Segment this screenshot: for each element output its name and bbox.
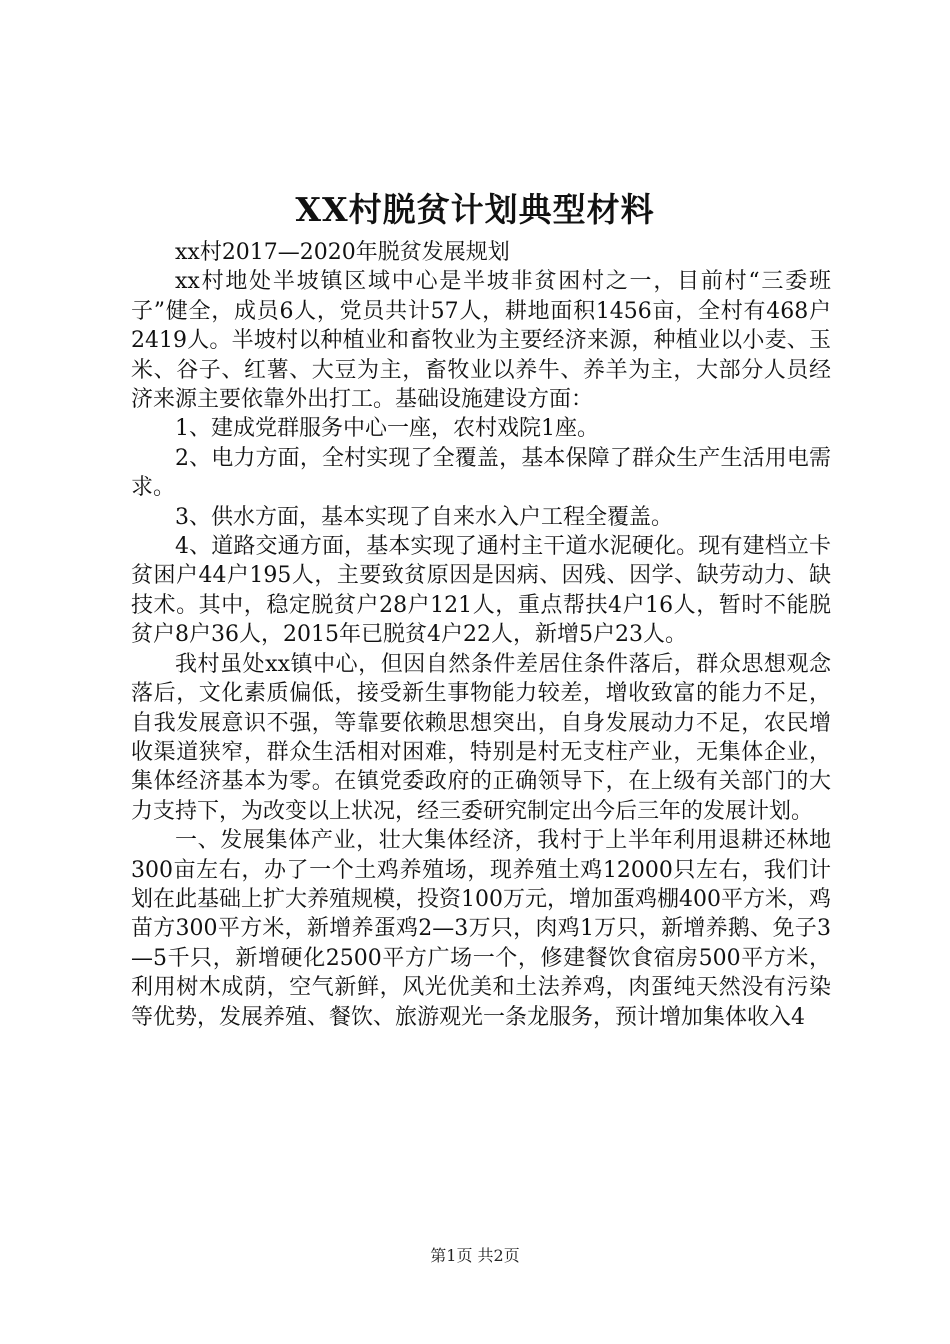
paragraph-infrastructure-4: 4、道路交通方面，基本实现了通村主干道水泥硬化。现有建档立卡贫困户44户195人，主要致贫原因是因病、因残、因学、缺劳动力、缺技术。其中，稳定脱贫户28户121人，重点帮扶4户16人，暂时不能脱贫户8户36人，2015年已脱贫4户22人，新增5户23人。 <box>131 534 831 648</box>
page-footer: 第1页 共2页 <box>430 1246 520 1265</box>
paragraph-plan-item-1: 一、发展集体产业，壮大集体经济，我村于上半年利用退耕还林地300亩左右，办了一个土鸡养殖场，现养殖土鸡12000只左右，我们计划在此基础上扩大养殖规模，投资100万元，增加蛋鸡棚400平方米，鸡苗方300平方米，新增养蛋鸡2—3万只，肉鸡1万只，新增养鹅、免子3—5千只，新增硬化2500平方广场一个，修建餐饮食宿房500平方米，利用树木成荫，空气新鲜，风光优美和土法养鸡，肉蛋纯天然没有污染等优势，发展养殖、餐饮、旅游观光一条龙服务，预计增加集体收入4 <box>131 828 831 1030</box>
paragraph-village-overview: xx村地处半坡镇区域中心是半坡非贫困村之一，目前村“三委班子”健全，成员6人，党员共计57人，耕地面积1456亩，全村有468户2419人。半坡村以种植业和畜牧业为主要经济来源，种植业以小麦、玉米、谷子、红薯、大豆为主，畜牧业以养牛、养羊为主，大部分人员经济来源主要依靠外出打工。基础设施建设方面： <box>131 269 831 413</box>
paragraph-infrastructure-3: 3、供水方面，基本实现了自来水入户工程全覆盖。 <box>175 504 673 530</box>
paragraph-infrastructure-1: 1、建成党群服务中心一座，农村戏院1座。 <box>175 416 599 442</box>
paragraph-infrastructure-2: 2、电力方面，全村实现了全覆盖，基本保障了群众生产生活用电需求。 <box>131 445 831 501</box>
paragraph-plan-heading: xx村2017—2020年脱贫发展规划 <box>175 240 510 265</box>
document-body <box>131 238 831 1032</box>
document-title: XX村脱贫计划典型材料 <box>295 190 655 229</box>
paragraph-village-situation: 我村虽处xx镇中心，但因自然条件差居住条件落后，群众思想观念落后，文化素质偏低，接受新生事物能力较差，增收致富的能力不足，自我发展意识不强，等靠要依赖思想突出，自身发展动力不足，农民增收渠道狭窄，群众生活相对困难，特别是村无支柱产业，无集体企业，集体经济基本为零。在镇党委政府的正确领导下，在上级有关部门的大力支持下，为改变以上状况，经三委研究制定出今后三年的发展计划。 <box>131 651 831 824</box>
